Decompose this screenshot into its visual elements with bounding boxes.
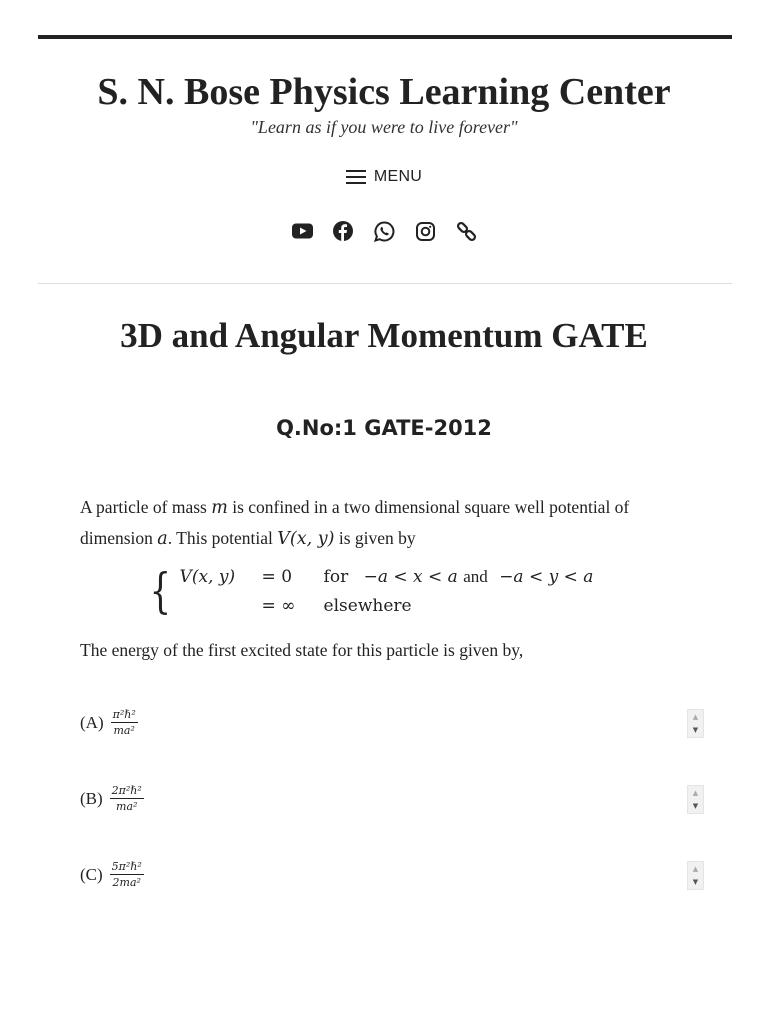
option-c xyxy=(80,860,144,889)
option-b xyxy=(80,784,144,813)
whatsapp-icon[interactable] xyxy=(373,219,395,243)
option-label: (C) xyxy=(80,864,103,884)
left-brace: { xyxy=(149,563,171,619)
option-fraction: $\frac{\text{2π²ℏ²}}{\text{ma²}}$ xyxy=(111,784,142,813)
social-links xyxy=(0,219,768,243)
equation-row-1 xyxy=(180,564,594,589)
option-fraction: $\frac{\text{π²ℏ²}}{\text{ma²}}$ xyxy=(112,708,136,737)
menu-toggle-button[interactable] xyxy=(0,168,768,186)
option-b-spinner[interactable] xyxy=(687,785,704,814)
question-intro: A particle of mass m is confined in a two dimensional square well potential of dimension a. This potential V(x, y) is given by xyxy=(80,497,630,549)
math-var-a: a xyxy=(157,529,168,549)
instagram-icon[interactable] xyxy=(414,219,436,243)
equation-row-2 xyxy=(180,593,594,618)
equation-lhs: V(x, y) xyxy=(179,566,236,587)
top-border-rule xyxy=(38,35,732,39)
potential-equation-system xyxy=(145,563,593,619)
menu-label: MENU xyxy=(373,168,423,185)
option-fraction: $\frac{\text{5π²ℏ²}}{\text{2ma²}}$ xyxy=(111,860,142,889)
condition-y-range: −a < y < a xyxy=(499,566,594,587)
option-label: (B) xyxy=(80,788,103,808)
equation-value-infinity: = ∞ xyxy=(261,595,296,616)
spinner-down-icon[interactable]: ▼ xyxy=(692,726,699,735)
option-c-spinner[interactable] xyxy=(687,861,704,890)
equation-value-zero: = 0 xyxy=(261,566,293,587)
spinner-down-icon[interactable]: ▼ xyxy=(692,878,699,887)
option-a-spinner[interactable] xyxy=(687,709,704,738)
header-divider xyxy=(38,283,732,284)
spinner-up-icon[interactable]: ▲ xyxy=(692,712,699,721)
option-label: (A) xyxy=(80,712,104,732)
facebook-icon[interactable] xyxy=(332,219,354,243)
youtube-icon[interactable] xyxy=(291,219,313,243)
option-a xyxy=(80,708,138,737)
math-var-m: m xyxy=(211,498,228,518)
condition-and: and xyxy=(463,566,488,586)
site-tagline: "Learn as if you were to live forever" xyxy=(250,117,518,137)
question-prompt: The energy of the first excited state for this particle is given by, xyxy=(80,640,524,660)
link-icon[interactable] xyxy=(455,219,477,243)
page-title: 3D and Angular Momentum GATE xyxy=(120,316,648,355)
condition-for: for xyxy=(323,566,349,587)
condition-x-range: −a < x < a xyxy=(363,566,458,587)
site-title[interactable]: S. N. Bose Physics Learning Center xyxy=(97,71,671,113)
question-heading: Q.No:1 GATE-2012 xyxy=(276,416,492,440)
hamburger-icon xyxy=(346,170,366,184)
math-var-V: V(x, y) xyxy=(277,529,335,549)
spinner-up-icon[interactable]: ▲ xyxy=(692,864,699,873)
spinner-down-icon[interactable]: ▼ xyxy=(692,802,699,811)
spinner-up-icon[interactable]: ▲ xyxy=(692,788,699,797)
condition-elsewhere: elsewhere xyxy=(323,595,412,616)
